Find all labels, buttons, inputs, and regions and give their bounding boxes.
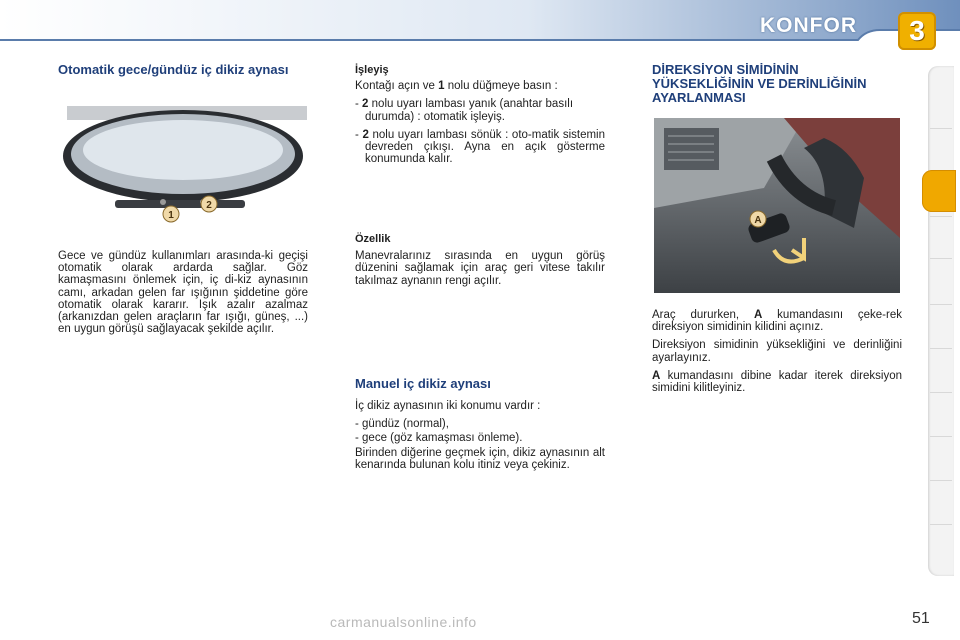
list-item <box>355 129 605 166</box>
rear-view-mirror-image <box>55 104 310 226</box>
tab-divider <box>930 480 952 481</box>
mirror-description: Gece ve gündüz kullanımları arasında-ki geçişi otomatik olarak ardarda sağlar. Göz kamaşmasını önlemek için, iç di-kiz aynasının camı, arkadan gelen far ışığının şiddetine göre otomatik olarak kararır. Işık azalır azalmaz (arkanızdan gelen araçların far ışığı, güneş, ...) en uygun görüşü sağlayacak şekilde açılır. <box>58 250 308 336</box>
callout-1: 1 <box>168 210 174 221</box>
operation-heading: İşleyiş <box>355 64 389 76</box>
tab-divider <box>930 392 952 393</box>
tab-divider <box>930 348 952 349</box>
operation-intro-text-2: nolu düğmeye basın : <box>447 80 558 93</box>
steering-adjustment-image <box>654 118 900 293</box>
callout-2: 2 <box>206 200 212 211</box>
page-number: 51 <box>912 610 930 627</box>
step-text: Araç dururken, <box>652 309 740 321</box>
feature-heading: Özellik <box>355 233 391 245</box>
mirror-heading: Otomatik gece/gündüz iç dikiz aynası <box>58 62 289 77</box>
operation-intro-text: Kontağı açın ve <box>355 80 435 93</box>
chapter-tab-active[interactable] <box>922 170 956 212</box>
manual-mirror-heading: Manuel iç dikiz aynası <box>355 376 491 391</box>
tab-divider <box>930 304 952 305</box>
tab-divider <box>930 524 952 525</box>
watermark: carmanualsonline.info <box>330 614 477 630</box>
chapter-number: 3 <box>909 15 925 46</box>
tab-divider <box>930 258 952 259</box>
step-text-2: kumandasını çeke-rek direksiyon simidinin kilidini açınız. <box>652 309 902 334</box>
steering-heading: DİREKSİYON SİMİDİNİN YÜKSEKLİĞİNİN VE DERİNLİĞİNİN AYARLANMASI <box>652 62 867 105</box>
feature-text: Manevralarınız sırasında en uygun görüş düzenini sağlamak için araç geri vitese takılır takılmaz aynanın rengi açılır. <box>355 250 605 287</box>
tab-divider <box>930 436 952 437</box>
manual-intro: İç dikiz aynasının iki konumu vardır : <box>355 400 541 412</box>
steering-step-1 <box>652 309 902 333</box>
list-item-text: nolu uyarı lambası sönük : oto-matik sistemin devreden çıkışı. Ayna en açık gösterme konumunda kalır. <box>365 128 605 166</box>
chapter-badge <box>898 12 936 50</box>
list-dash: - <box>355 98 359 111</box>
manual-item: - gündüz (normal), <box>355 418 449 431</box>
indicator-number: 2 <box>362 98 369 111</box>
indicator-number: 2 <box>362 128 369 141</box>
operation-intro <box>355 80 605 92</box>
steering-step-2: Direksiyon simidinin yüksekliğini ve derinliğini ayarlayınız. <box>652 339 902 364</box>
callout-a: A <box>754 215 762 226</box>
control-label: A <box>652 369 661 382</box>
steering-step-3 <box>652 370 902 394</box>
button-number: 1 <box>438 80 445 93</box>
control-label: A <box>753 309 763 321</box>
tab-divider <box>930 128 952 129</box>
list-item-text: nolu uyarı lambası yanık (anahtar basılı durumda) : otomatik işleyiş. <box>365 98 574 123</box>
chapter-tab-strip <box>928 66 954 576</box>
manual-item: - gece (göz kamaşması önleme). <box>355 432 523 445</box>
step-text: kumandasını dibine kadar iterek direksiyon simidini kilitleyiniz. <box>652 369 902 395</box>
manual-text: Birinden diğerine geçmek için, dikiz aynasının alt kenarında bulunan kolu itiniz veya çekiniz. <box>355 446 605 471</box>
tab-divider <box>930 216 952 217</box>
list-dash: - <box>355 128 359 141</box>
list-item <box>355 98 605 122</box>
section-title: KONFOR <box>760 14 857 37</box>
